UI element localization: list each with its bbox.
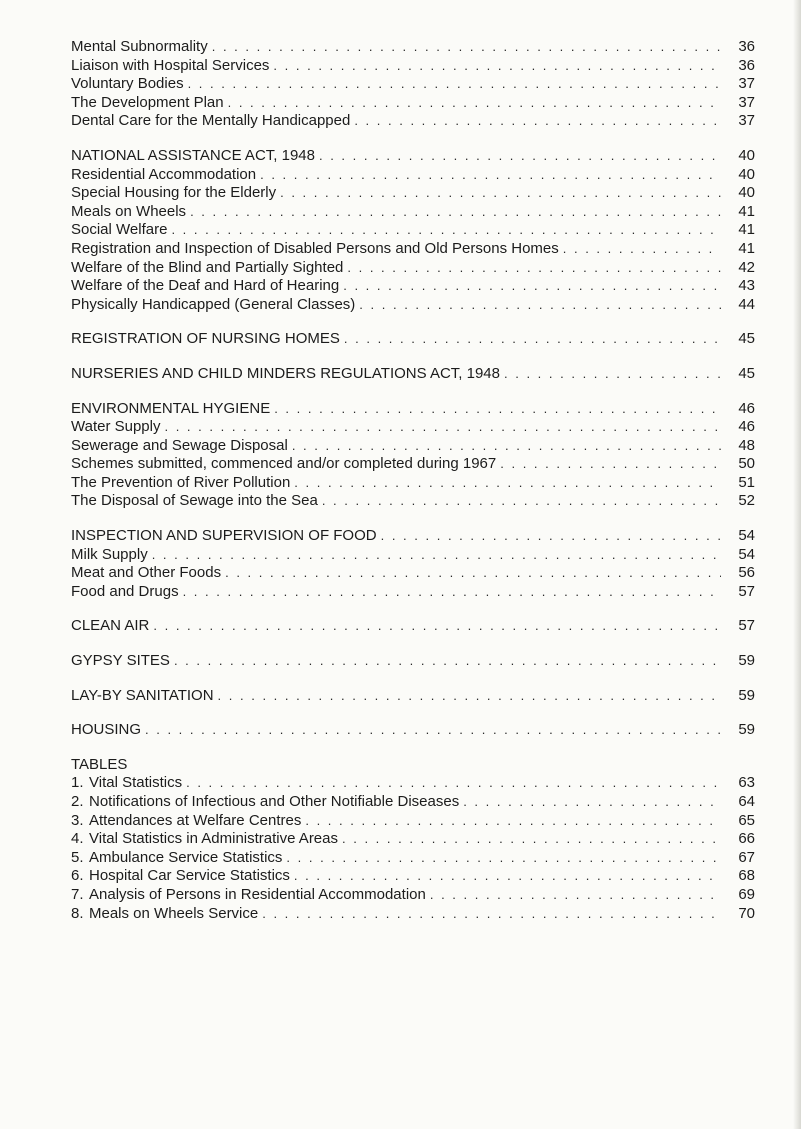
dot-leader (218, 687, 721, 706)
dot-leader (381, 527, 721, 546)
toc-entry-label: Residential Accommodation (71, 165, 257, 183)
toc-section (71, 400, 755, 512)
toc-entry[interactable] (71, 905, 755, 924)
toc-section (71, 756, 755, 923)
toc-section (71, 147, 755, 314)
toc-entry-page-number: 70 (738, 904, 755, 922)
toc-entry-page-number: 63 (738, 774, 755, 792)
toc-entry-label: Food and Drugs (71, 582, 179, 600)
toc-entry-number: 1. (71, 774, 84, 792)
toc-entry-label: Dental Care for the Mentally Handicapped (71, 112, 351, 130)
toc-entry-label: CLEAN AIR (71, 617, 150, 635)
toc-entry-page-number: 57 (738, 582, 755, 600)
dot-leader (280, 184, 721, 203)
dot-leader (294, 867, 721, 886)
toc-entry[interactable] (71, 418, 755, 437)
toc-entry-label: REGISTRATION OF NURSING HOMES (71, 330, 340, 348)
toc-section (71, 527, 755, 601)
toc-entry-label: NURSERIES AND CHILD MINDERS REGULATIONS ACT, 1948 (71, 364, 500, 382)
toc-entry[interactable] (71, 527, 755, 546)
toc-entry[interactable] (71, 166, 755, 185)
toc-entry-page-number: 43 (738, 277, 755, 295)
toc-entry[interactable] (71, 112, 755, 131)
toc-section (71, 38, 755, 131)
toc-entry-label: Ambulance Service Statistics (89, 848, 283, 866)
toc-entry[interactable] (71, 296, 755, 315)
toc-entry[interactable] (71, 687, 755, 706)
toc-entry-label: Meals on Wheels Service (89, 904, 259, 922)
dot-leader (262, 905, 721, 924)
toc-entry-number: 3. (71, 811, 84, 829)
toc-entry-label: Registration and Inspection of Disabled Persons and Old Persons Homes (71, 239, 559, 257)
toc-entry-label: Meals on Wheels (71, 202, 187, 220)
toc-entry-number: 6. (71, 867, 84, 885)
dot-leader (359, 296, 721, 315)
toc-entry-label: Attendances at Welfare Centres (89, 811, 302, 829)
toc-entry-page-number: 59 (738, 721, 755, 739)
toc-entry[interactable] (71, 259, 755, 278)
toc-entry-label: The Development Plan (71, 93, 224, 111)
dot-leader (273, 57, 721, 76)
dot-leader (563, 240, 721, 259)
dot-leader (274, 400, 721, 419)
toc-entry-page-number: 40 (738, 165, 755, 183)
dot-leader (500, 455, 721, 474)
toc-entry-page-number: 67 (738, 848, 755, 866)
toc-entry[interactable] (71, 849, 755, 868)
toc-entry[interactable] (71, 583, 755, 602)
toc-entry-number: 8. (71, 904, 84, 922)
toc-entry-page-number: 52 (738, 492, 755, 510)
toc-entry-number: 2. (71, 793, 84, 810)
toc-entry-page-number: 36 (738, 56, 755, 74)
toc-entry-page-number: 45 (738, 364, 755, 382)
dot-leader (344, 330, 721, 349)
dot-leader (188, 75, 721, 94)
toc-entry-label: HOUSING (71, 721, 142, 739)
dot-leader (430, 886, 721, 905)
toc-entry[interactable] (71, 455, 755, 474)
toc-entry-page-number: 41 (738, 239, 755, 257)
toc-section (71, 617, 755, 636)
dot-leader (171, 221, 721, 240)
toc-entry-label: NATIONAL ASSISTANCE ACT, 1948 (71, 146, 315, 164)
toc-entry-label: GYPSY SITES (71, 652, 170, 670)
toc-entry[interactable] (71, 564, 755, 583)
toc-entry-page-number: 41 (738, 221, 755, 239)
toc-entry-label: Notifications of Infectious and Other Notifiable Diseases (89, 793, 460, 810)
toc-entry-page-number: 54 (738, 527, 755, 545)
toc-section-heading: TABLES (71, 755, 128, 773)
toc-entry-page-number: 46 (738, 418, 755, 436)
toc-entry-label: Social Welfare (71, 221, 168, 239)
toc-entry-page-number: 37 (738, 75, 755, 93)
toc-entry-label: Meat and Other Foods (71, 564, 222, 582)
toc-entry-page-number: 59 (738, 686, 755, 704)
dot-leader (322, 492, 721, 511)
toc-entry[interactable] (71, 721, 755, 740)
toc-entry-page-number: 37 (738, 93, 755, 111)
toc-entry-label: Hospital Car Service Statistics (89, 867, 290, 885)
toc-entry-page-number: 54 (738, 545, 755, 563)
toc-entry-page-number: 69 (738, 885, 755, 903)
dot-leader (354, 112, 721, 131)
toc-entry[interactable] (71, 867, 755, 886)
toc-entry-page-number: 45 (738, 330, 755, 348)
toc-entry-page-number: 65 (738, 811, 755, 829)
dot-leader (152, 546, 721, 565)
toc-entry[interactable] (71, 830, 755, 849)
toc-entry-number: 7. (71, 885, 84, 903)
toc-entry-page-number: 64 (738, 793, 755, 810)
dot-leader (292, 437, 721, 456)
toc-entry-label: Mental Subnormality (71, 38, 208, 55)
toc-entry[interactable] (71, 652, 755, 671)
toc-entry-page-number: 42 (738, 258, 755, 276)
toc-entry-page-number: 50 (738, 455, 755, 473)
toc-section (71, 330, 755, 349)
toc-entry[interactable] (71, 812, 755, 831)
toc-entry[interactable] (71, 184, 755, 203)
toc-entry-label: Vital Statistics (89, 774, 183, 792)
toc-entry[interactable] (71, 793, 755, 812)
toc-section (71, 687, 755, 706)
dot-leader (342, 830, 721, 849)
toc-entry[interactable] (71, 147, 755, 166)
toc-entry-label: The Disposal of Sewage into the Sea (71, 492, 318, 510)
dot-leader (286, 849, 721, 868)
toc-entry-page-number: 57 (738, 617, 755, 635)
table-of-contents (71, 38, 755, 939)
toc-entry[interactable] (71, 437, 755, 456)
toc-entry[interactable] (71, 774, 755, 793)
toc-entry-label: Schemes submitted, commenced and/or completed during 1967 (71, 455, 497, 473)
toc-entry[interactable] (71, 38, 755, 57)
toc-entry-label: ENVIRONMENTAL HYGIENE (71, 399, 271, 417)
toc-entry-number: 5. (71, 848, 84, 866)
toc-entry-label: Liaison with Hospital Services (71, 56, 270, 74)
toc-entry[interactable] (71, 546, 755, 565)
toc-entry-label: LAY-BY SANITATION (71, 686, 214, 704)
toc-entry-page-number: 56 (738, 564, 755, 582)
toc-entry-label: Sewerage and Sewage Disposal (71, 436, 288, 454)
toc-entry-label: Milk Supply (71, 545, 148, 563)
toc-section (71, 721, 755, 740)
dot-leader (228, 94, 721, 113)
dot-leader (183, 583, 721, 602)
toc-entry[interactable] (71, 75, 755, 94)
toc-entry[interactable] (71, 492, 755, 511)
toc-entry-page-number: 68 (738, 867, 755, 885)
page-edge-shadow (793, 0, 801, 1129)
dot-leader (225, 564, 721, 583)
toc-entry[interactable] (71, 400, 755, 419)
dot-leader (343, 277, 721, 296)
dot-leader (174, 652, 721, 671)
toc-entry[interactable] (71, 203, 755, 222)
dot-leader (186, 774, 721, 793)
toc-entry-label: INSPECTION AND SUPERVISION OF FOOD (71, 527, 377, 545)
toc-entry-label: Analysis of Persons in Residential Accommodation (89, 885, 426, 903)
dot-leader (190, 203, 721, 222)
toc-entry[interactable] (71, 617, 755, 636)
toc-entry-page-number: 37 (738, 112, 755, 130)
toc-entry[interactable] (71, 330, 755, 349)
dot-leader (294, 474, 721, 493)
toc-entry[interactable] (71, 277, 755, 296)
toc-entry[interactable] (71, 221, 755, 240)
dot-leader (260, 166, 721, 185)
toc-entry-label: Water Supply (71, 418, 161, 436)
toc-entry-page-number: 36 (738, 38, 755, 55)
toc-entry-page-number: 40 (738, 184, 755, 202)
toc-entry-label: Welfare of the Deaf and Hard of Hearing (71, 277, 340, 295)
dot-leader (164, 418, 721, 437)
toc-entry[interactable] (71, 94, 755, 113)
toc-entry-page-number: 48 (738, 436, 755, 454)
toc-entry[interactable] (71, 57, 755, 76)
dot-leader (305, 812, 721, 831)
toc-entry[interactable] (71, 474, 755, 493)
toc-section (71, 365, 755, 384)
toc-entry[interactable] (71, 240, 755, 259)
dot-leader (145, 721, 721, 740)
toc-entry-label: Special Housing for the Elderly (71, 184, 277, 202)
toc-entry-page-number: 51 (738, 473, 755, 491)
dot-leader (347, 259, 721, 278)
dot-leader (153, 617, 721, 636)
toc-entry-page-number: 66 (738, 830, 755, 848)
toc-entry-page-number: 41 (738, 202, 755, 220)
toc-entry-label: Physically Handicapped (General Classes) (71, 295, 356, 313)
toc-entry[interactable] (71, 886, 755, 905)
dot-leader (463, 793, 721, 812)
toc-entry-label: The Prevention of River Pollution (71, 473, 291, 491)
toc-entry-page-number: 44 (738, 295, 755, 313)
toc-entry-number: 4. (71, 830, 84, 848)
toc-entry-page-number: 46 (738, 399, 755, 417)
toc-entry[interactable] (71, 365, 755, 384)
dot-leader (212, 38, 721, 57)
toc-entry-label: Vital Statistics in Administrative Areas (89, 830, 338, 848)
toc-entry-label: Welfare of the Blind and Partially Sighted (71, 258, 344, 276)
dot-leader (319, 147, 721, 166)
toc-entry-label: Voluntary Bodies (71, 75, 184, 93)
toc-entry-page-number: 40 (738, 146, 755, 164)
toc-entry-page-number: 59 (738, 652, 755, 670)
dot-leader (504, 365, 721, 384)
toc-section (71, 652, 755, 671)
